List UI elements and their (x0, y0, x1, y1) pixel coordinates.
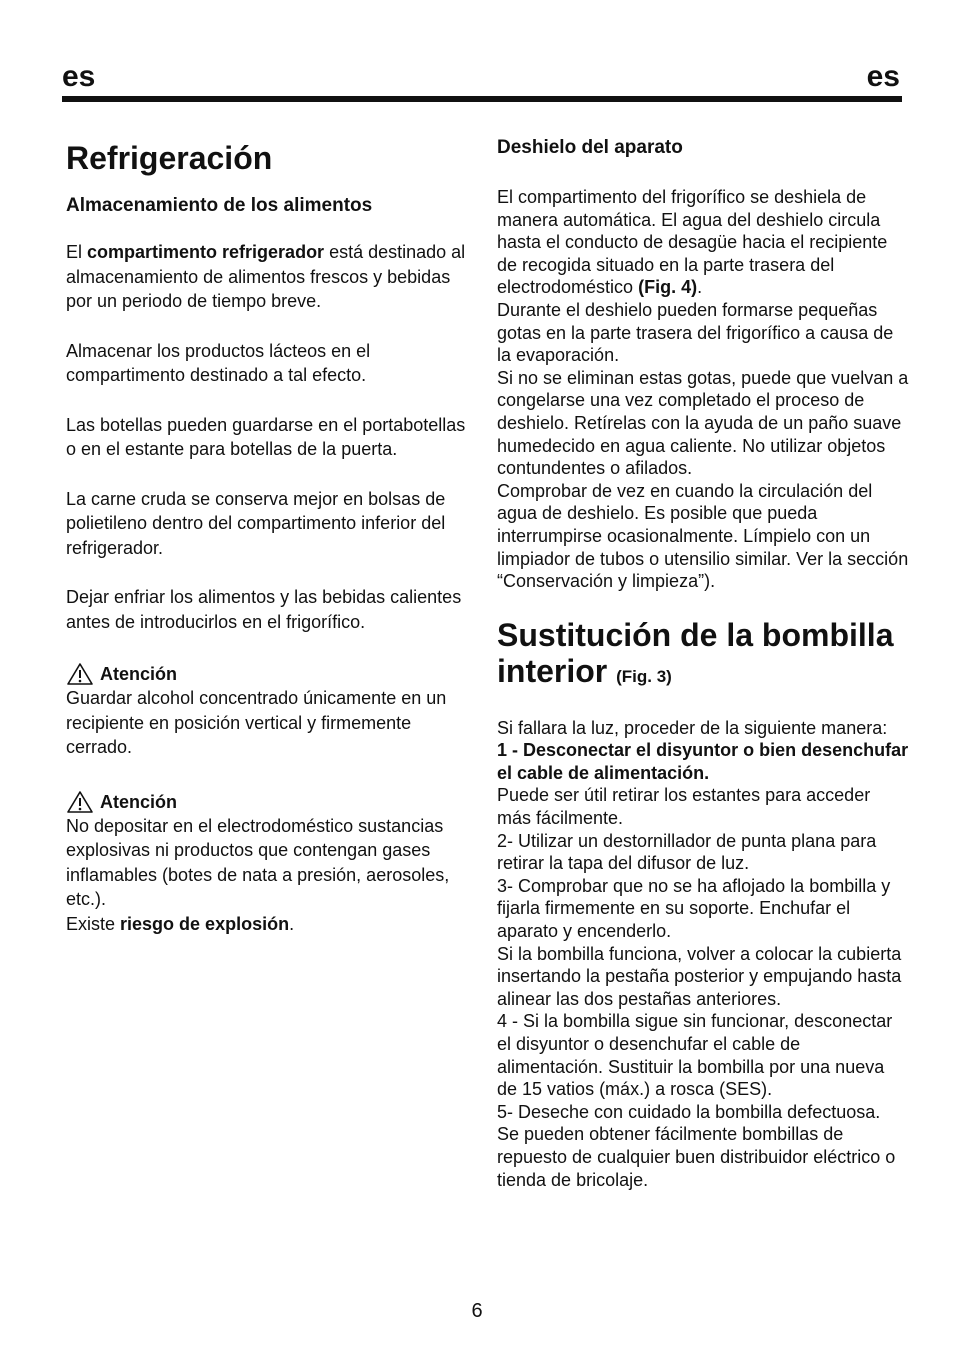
paragraph-bulb-step3b: Si la bombilla funciona, volver a colocar la cubierta insertando la pestaña posterior y empujando hasta alinear las dos pestañas anteriores. (497, 943, 902, 1009)
right-column (497, 136, 909, 1191)
bold-compartment: compartimento refrigerador (87, 242, 325, 262)
section-title-bulb: Sustitución de la bombilla interior (Fig. 3) (497, 616, 894, 689)
paragraph-bulb-intro: Si fallara la luz, proceder de la siguiente manera: (497, 717, 888, 738)
bold-explosion-risk: riesgo de explosión (120, 913, 290, 934)
warning-text-2: No depositar en el electrodoméstico sustancias explosivas ni productos que contengan gases inflamables (botes de nata a presión, aerosoles, etc.). (66, 815, 450, 909)
header-rule (62, 96, 902, 102)
warning-title-1: Atención (100, 664, 178, 684)
page-number: 6 (471, 1300, 483, 1322)
paragraph-cooling: Dejar enfriar los alimentos y las bebidas calientes antes de introducirlos en el frigorífico. (66, 587, 462, 632)
subtitle-defrost: Deshielo del aparato (497, 137, 683, 158)
paragraph-defrost-2: Durante el deshielo pueden formarse pequeñas gotas en la parte trasera del frigorífico a causa de la evaporación. (497, 299, 894, 366)
paragraph-bulb-step3: 3- Comprobar que no se ha aflojado la bombilla y fijarla firmemente en su soporte. Enchufar el aparato y encenderlo. (497, 875, 891, 942)
warning-triangle-icon (66, 662, 94, 686)
paragraph-bulb-step2: 2- Utilizar un destornillador de punta plana para retirar la tapa del difusor de luz. (497, 830, 877, 874)
paragraph-bottles: Las botellas pueden guardarse en el portabotellas o en el estante para botellas de la puerta. (66, 414, 466, 459)
paragraph-defrost-3: Si no se eliminan estas gotas, puede que vuelvan a congelarse una vez completado el proceso de deshielo. Retírelas con la ayuda de un paño suave humedecido en agua caliente. No utilizar objetos contundentes o afilados. (497, 367, 909, 479)
language-code-right: es (866, 60, 900, 93)
paragraph-compartment: El compartimento refrigerador está destinado al almacenamiento de alimentos frescos y bebidas por un periodo de tiempo breve. (66, 242, 466, 311)
paragraph-bulb-step5: 5- Deseche con cuidado la bombilla defectuosa. (497, 1101, 881, 1122)
warning-explosion-risk: Existe riesgo de explosión. (66, 913, 295, 934)
warning-text-1: Guardar alcohol concentrado únicamente en un recipiente en posición vertical y firmemente cerrado. (66, 688, 447, 757)
paragraph-bulb-step1: 1 - Desconectar el disyuntor o bien desenchufar el cable de alimentación. (497, 740, 909, 783)
paragraph-dairy: Almacenar los productos lácteos en el compartimento destinado a tal efecto. (66, 340, 371, 385)
paragraph-meat: La carne cruda se conserva mejor en bolsas de polietileno dentro del compartimento inferior del refrigerador. (66, 488, 446, 558)
paragraph-defrost-1: El compartimento del frigorífico se deshiela de manera automática. El agua del deshielo circula hasta el conducto de desagüe hacia el recipiente de recogida situado en la parte trasera del electrodoméstico (Fig. 4). (497, 187, 888, 298)
subtitle-food-storage: Almacenamiento de los alimentos (66, 195, 373, 216)
paragraph-bulb-step1-note: Puede ser útil retirar los estantes para acceder más fácilmente. (497, 785, 871, 829)
warning-title-2: Atención (100, 791, 178, 812)
warning-triangle-icon (66, 790, 94, 814)
paragraph-bulb-end: Se pueden obtener fácilmente bombillas de repuesto de cualquier buen distribuidor eléctrico o tienda de bricolaje. (497, 1124, 896, 1190)
warning-heading-2 (66, 790, 476, 814)
bulb-fig-ref: (Fig. 3) (616, 666, 672, 686)
bold-fig-4: (Fig. 4) (638, 277, 698, 298)
section-title-refrigeration: Refrigeración (66, 140, 273, 176)
warning-heading-1 (66, 662, 476, 686)
paragraph-bulb-step4: 4 - Si la bombilla sigue sin funcionar, desconectar el disyuntor o desenchufar el cable de alimentación. Sustituir la bombilla por una nueva de 15 vatios (máx.) a rosca (SES). (497, 1011, 893, 1100)
paragraph-defrost-4: Comprobar de vez en cuando la circulación del agua de deshielo. Es posible que pueda interrumpirse ocasionalmente. Límpielo con un limpiador de tubos o utensilio similar. Ver la sección “Conservación y limpieza”). (497, 480, 909, 592)
language-code-left: es (62, 60, 96, 93)
left-column (66, 136, 476, 936)
